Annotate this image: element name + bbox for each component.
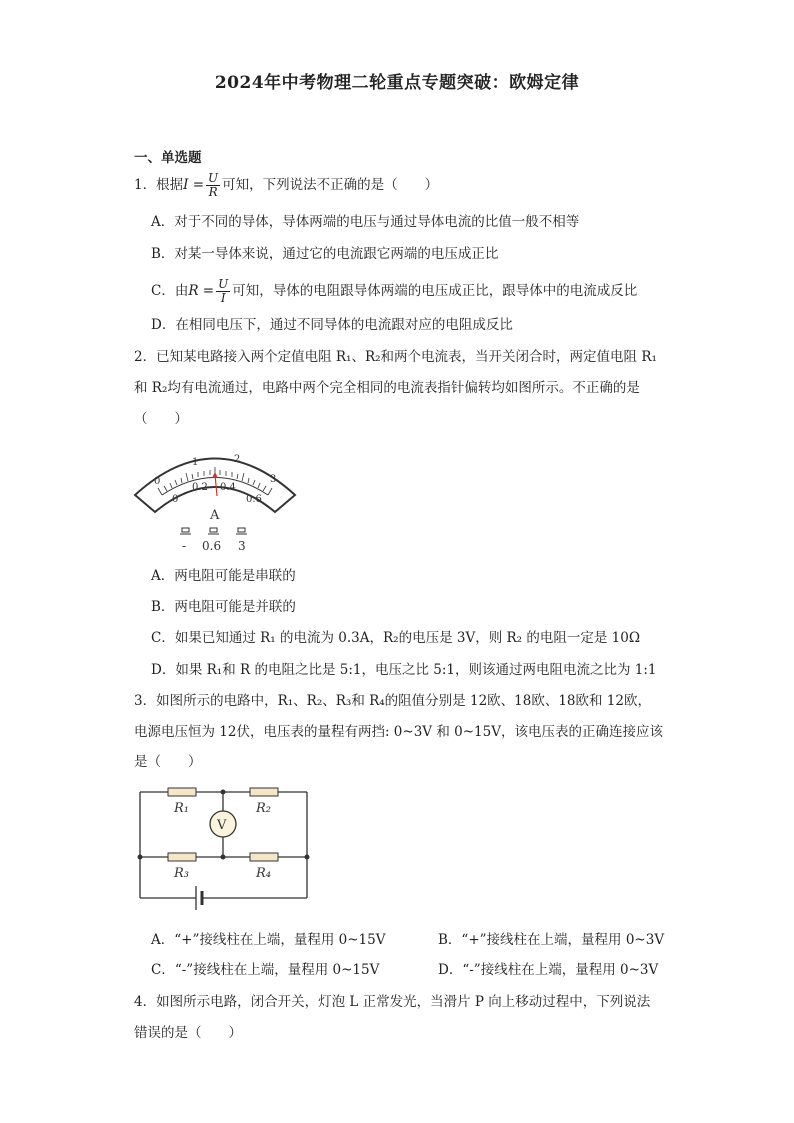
ammeter-ticks: [158, 467, 272, 495]
q1-option-c-prefix: C．由: [151, 283, 189, 299]
ammeter-terminal-icons: [180, 528, 247, 534]
q2-option-d[interactable]: D．如果 R₁和 R 的电阻之比是 5:1，电压之比 5:1，则该通过两电阻电流之比为 1:1: [151, 662, 657, 678]
q1-option-c[interactable]: [151, 278, 637, 305]
ammeter-bottom-label-0: 0: [172, 494, 179, 505]
junction-top: [221, 790, 226, 795]
q1-fraction-denominator: R: [208, 185, 218, 199]
q1-fraction: [206, 172, 220, 199]
junction-left: [138, 855, 143, 860]
ammeter-top-label-0: 0: [154, 476, 161, 487]
q1-option-c-lhs: R =: [188, 283, 215, 299]
junction-middle: [221, 855, 226, 860]
resistor-r3: [168, 853, 196, 861]
section-heading: 一、单选题: [134, 150, 202, 166]
q1-option-c-fraction: [216, 278, 230, 305]
ammeter-unit: A: [210, 508, 220, 523]
q1-option-c-suffix: 可知，导体的电阻跟导体两端的电压成正比，跟导体中的电流成反比: [232, 283, 638, 299]
q2-stem-line3: （ ）: [134, 411, 188, 427]
label-r3: R₃: [174, 866, 189, 881]
bridge-circuit-figure: [134, 784, 314, 916]
q3-option-d[interactable]: D．“-”接线柱在上端，量程用 0~3V: [438, 962, 659, 978]
q3-stem-line3: 是（ ）: [134, 754, 202, 770]
junction-right: [305, 855, 310, 860]
circuit-wires: [140, 792, 307, 898]
ammeter-top-label-3: 3: [270, 474, 277, 485]
ammeter-figure: [130, 440, 300, 560]
ammeter-bottom-label-2: 0.4: [220, 482, 236, 493]
ammeter-terminal-minus: -: [182, 539, 187, 553]
q4-stem-line1: 4．如图所示电路，闭合开关，灯泡 L 正常发光，当滑片 P 向上移动过程中，下列说法: [134, 994, 651, 1010]
q3-option-b[interactable]: B．“+”接线柱在上端，量程用 0~3V: [438, 932, 665, 948]
q1-option-c-denominator: I: [220, 291, 226, 305]
q1-option-a[interactable]: A．对于不同的导体，导体两端的电压与通过导体电流的比值一般不相等: [151, 214, 580, 230]
q2-option-b[interactable]: B．两电阻可能是并联的: [151, 599, 296, 615]
q2-stem-line1: 2．已知某电路接入两个定值电阻 R₁、R₂和两个电流表，当开关闭合时，两定值电阻 R₁: [134, 349, 657, 365]
label-r1: R₁: [174, 801, 189, 816]
ammeter-bottom-label-3: 0.6: [246, 494, 262, 505]
q1-fraction-numerator: U: [208, 171, 219, 185]
ammeter-top-label-1: 1: [192, 457, 199, 468]
q4-stem-line2: 错误的是（ ）: [134, 1025, 242, 1041]
q2-stem-line2: 和 R₂均有电流通过，电路中两个完全相同的电流表指针偏转均如图所示。不正确的是: [134, 380, 640, 396]
label-r4: R₄: [256, 866, 271, 881]
q1-stem-suffix: 可知，下列说法不正确的是（ ）: [222, 177, 439, 193]
q1-formula-lhs: I =: [183, 177, 205, 193]
battery-icon: [196, 886, 202, 910]
q1-option-c-numerator: U: [218, 277, 229, 291]
resistor-r4: [250, 853, 278, 861]
ammeter-bottom-label-1: 0.2: [192, 482, 208, 493]
label-r2: R₂: [256, 801, 271, 816]
ammeter-terminal-3: 3: [238, 539, 246, 553]
q3-option-c[interactable]: C．“-”接线柱在上端，量程用 0~15V: [151, 962, 380, 978]
q1-option-b[interactable]: B．对某一导体来说，通过它的电流跟它两端的电压成正比: [151, 246, 499, 262]
q2-option-a[interactable]: A．两电阻可能是串联的: [151, 568, 296, 584]
q1-stem-prefix: 1．根据: [134, 177, 184, 193]
q3-stem-line1: 3．如图所示的电路中，R₁、R₂、R₃和 R₄的阻值分别是 12欧、18欧、18欧和 12欧，: [134, 693, 651, 709]
q3-stem-line2: 电源电压恒为 12伏，电压表的量程有两挡: 0~3V 和 0~15V，该电压表的正确连接应该: [134, 724, 663, 740]
voltmeter-label: V: [217, 818, 227, 833]
q1-option-d[interactable]: D．在相同电压下，通过不同导体的电流跟对应的电阻成反比: [151, 317, 513, 333]
q1-stem: [134, 172, 438, 199]
q2-option-c[interactable]: C．如果已知通过 R₁ 的电流为 0.3A，R₂的电压是 3V，则 R₂ 的电阻一定是 10Ω: [151, 630, 641, 646]
q3-option-a[interactable]: A．“+”接线柱在上端，量程用 0~15V: [151, 932, 386, 948]
page-title: 2024年中考物理二轮重点专题突破：欧姆定律: [214, 73, 580, 93]
ammeter-top-label-2: 2: [234, 454, 241, 465]
resistor-r2: [250, 788, 278, 796]
ammeter-needle-tip: [212, 472, 218, 478]
resistor-r1: [168, 788, 196, 796]
ammeter-terminal-0-6: 0.6: [202, 539, 222, 553]
